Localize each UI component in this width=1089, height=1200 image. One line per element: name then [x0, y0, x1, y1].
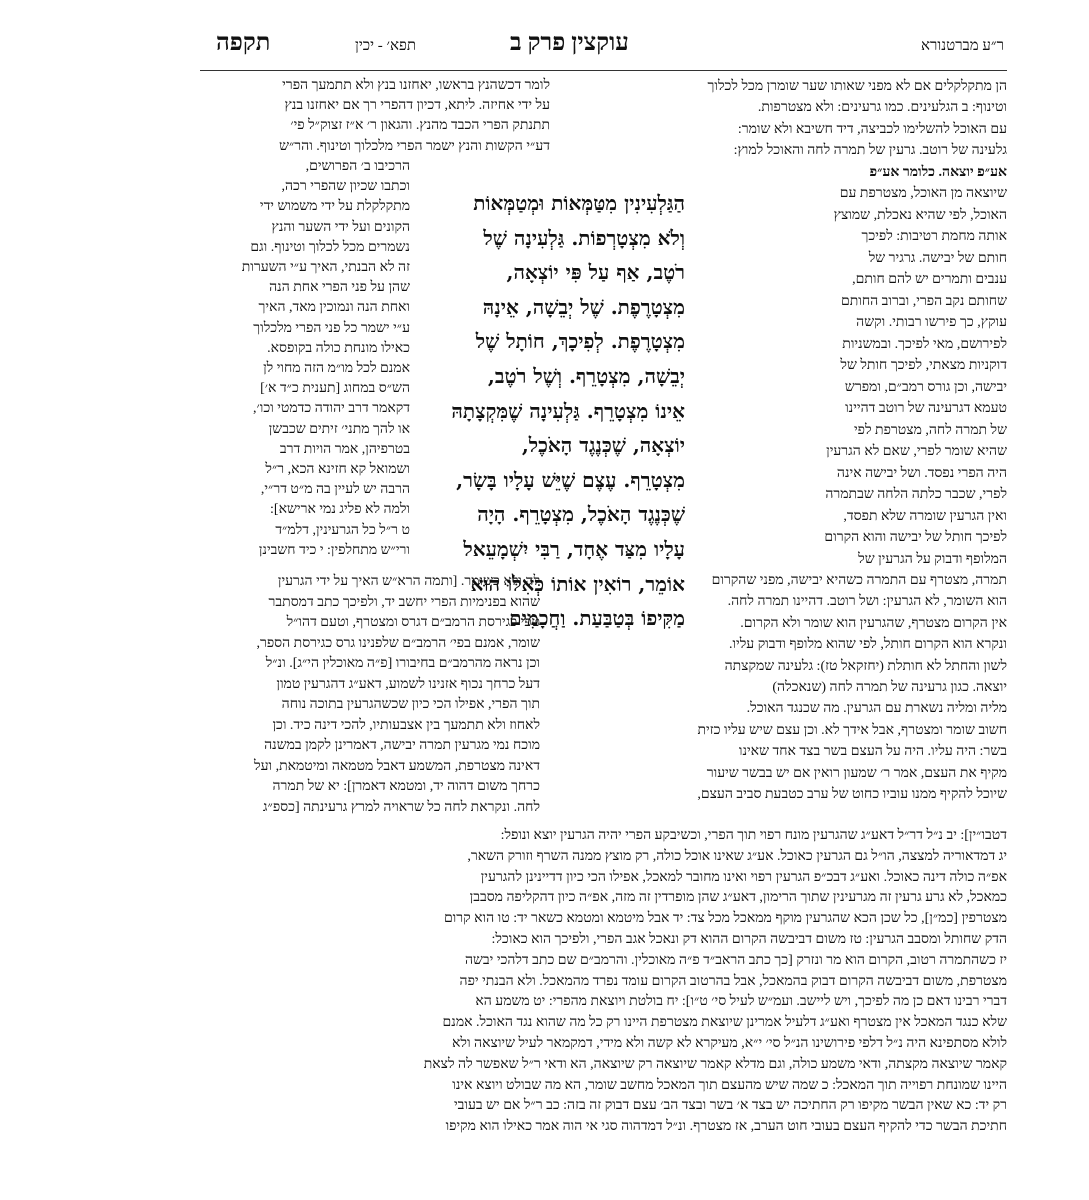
- mishna-line: אֵינוֹ מִצְטָרֵף. גַּלְעִינָה שֶׁמִּקְצָתָהּ: [451, 398, 685, 423]
- mishna-line: אוֹמֵר, רוֹאִין אוֹתוֹ כְּאִלּוּ הוּא: [470, 571, 685, 596]
- tiferet-side-line: וכתבו שכיון שהפרי רכה,: [281, 179, 410, 195]
- mishna-line: הַגַּלְעִינִין מִטַּמְּאוֹת וּמְטַמְּאוֹת: [473, 191, 685, 215]
- bartenura-side-line: ענבים ותמרים יש להם חותם,: [852, 272, 1007, 287]
- tiferet-lower-line: דאינה מצטרפת, המשמע דאבל מטמאה ומיטמאת, ועל: [254, 758, 540, 774]
- bartenura-side-line: חותם של יבישה. גרגיר של: [868, 250, 1007, 266]
- bartenura-lower-line: לשון והחתל לא חותלת (יחזקאל טז): גלעינה שמקצתה: [724, 658, 1007, 674]
- tiferet-side-line: ולמה לא פליג נמי ארישא]:: [270, 502, 410, 518]
- bartenura-side-line: עוקץ, כך פירשו רבותי. וקשה: [856, 315, 1007, 330]
- tiferet-top-line: דע״י הקשות והנץ ישמר הפרי מלכלוך וטינוף. והר״ש: [279, 138, 550, 154]
- tractate-title: עוקצין פרק ב: [510, 30, 629, 56]
- tiferet-side-line: הש״ס במחוג [תענית כ״ד א׳]: [260, 381, 410, 397]
- tiferet-lower-column: [205, 572, 540, 818]
- bartenura-side-line: שחותם נקב הפרי, וברוב החותם: [840, 293, 1007, 309]
- tiferet-side-line: שהן על פני הפרי אחת הנה: [269, 280, 410, 296]
- tiferet-side-line: אמנם לכל מו״מ הזה מחוי לן: [263, 361, 410, 377]
- tiferet-lower-line: מוכח נמי מגרעין תמרה יבישה, דאמרינן לקמן במשנה: [264, 738, 540, 753]
- tiferet-side-line: דקאמר דרב יהודה כדמטי וכו׳,: [253, 401, 410, 417]
- mishna-line: יְבֵשָׁה, מִצְטָרֵף. וְשֶׁל רֹטֶב,: [487, 363, 685, 388]
- tiferet-side-line: ואחת הנה ונמוכין מאד, האיך: [258, 300, 410, 316]
- bartenura-side-line: האוכל, לפי שהיא נאכלת, שמוצץ: [833, 207, 1007, 223]
- tiferet-side-line: בטרפיהן, אמר הויות דרב: [279, 441, 410, 457]
- bartenura-lower-line: שיוכל להקיף ממנו עוביו כחוט של ערב כטבעת סביב העצם,: [697, 787, 1007, 803]
- tiferet-side-line: הקונים ועל ידי השער והנץ: [271, 219, 410, 235]
- bartenura-top-line: וטינוף: ב הגלעינים. כמו גרעינים: ולא מצטרפות.: [757, 100, 1007, 116]
- bartenura-lower-line: בשר: היה עליו. היה על העצם בשר בצד אחד שאינו: [738, 744, 1007, 760]
- tiferet-lower-line: שומר, אמנם בפי׳ הרמב״ם שלפנינו גרס כגירסת הספר,: [256, 635, 540, 651]
- bottom-commentary: [200, 826, 1007, 1138]
- tiferet-lower-line: טפי כגירסת הרמב״ם דגרס ומצטרף, וטעם דהו״ל: [286, 615, 540, 630]
- tiferet-top-line: על ידי אחיזה. ליתא, דכיון דהפרי רך אם יאחזנו בנץ: [284, 98, 550, 114]
- mishna-text: [413, 186, 685, 636]
- tiferet-side-line: ט ר״ל כל הגרעינין, דלמ״ד: [275, 522, 410, 538]
- bartenura-side-line: היה הפרי נפסד. ושל יבישה אינה: [836, 465, 1007, 481]
- commentary-range: תפא׳ - יכין: [355, 38, 416, 54]
- tiferet-lower-line: לחה. ונקראת לחה כל שראויה למרץ גרעינתה [כספ״ג: [262, 799, 540, 815]
- mishna-line: מַקִּיפוֹ בְּטַבַּעַת. וַחֲכָמִים: [509, 606, 685, 631]
- bartenura-side-line: לפירושם, מאי לפיכך. ובמשניות: [842, 336, 1007, 352]
- bartenura-lower-line: חשוב שומר ומצטרף, אבל אידך לא. וכן עצם שיש עליו כזית: [697, 722, 1007, 738]
- page-number: תקפה: [216, 30, 271, 56]
- bartenura-lower-line: אין הקרום מצטרף, שהגרעין הוא שומר ולא הקרום.: [740, 615, 1007, 631]
- mishna-line: יוֹצְאָה, שֶׁכְּנֶגֶד הָאֹכֶל,: [521, 433, 685, 458]
- bartenura-side-line: ואין הגרעין שומרה שלא תפסד,: [843, 508, 1007, 524]
- tiferet-side-line: זה לא הבנתי, האיך ע״י השערות: [241, 260, 410, 276]
- bartenura-lower-line: מליה ומליה נשארת עם הגרעין. מה שכנגד האוכל.: [746, 701, 1007, 717]
- bartenura-top-line: עם האוכל להשלימו לכביצה, דיד חשיבא ולא שומר:: [737, 121, 1007, 137]
- bartenura-side-line: טעמא דגרעינה של רוטב דהיינו: [845, 401, 1007, 416]
- tiferet-lower-line: לה ולא כשומר. [ותמה הרא״ש האיך על ידי הגרעין: [277, 574, 540, 589]
- bottom-line: דטבו״ין]: יב נ״ל דר״ל דאע״ג שהגרעין מונח רפוי תוך הפרי, וכשיבקע הפרי יהיה הגרעין יוצא ונופל:: [500, 828, 1007, 843]
- bartenura-side-line: דוקניות מצאתי, לפיכך חותל של: [840, 358, 1007, 373]
- mishna-line: רֹטֶב, אַף עַל פִּי יוֹצְאָה,: [506, 260, 685, 285]
- bottom-line: מצטרפת, משום דביבשה הקרום דבוק בהמאכל, אבל בהרטוב הקרום עומד נפרד מהמאכל. ולא הבנתי יפה: [459, 973, 1007, 989]
- bartenura-side-line: שהיא שומר לפרי, שאם לא הגרעין: [826, 444, 1007, 459]
- bartenura-side-line: אותה מחמת רטיבות: לפיכך: [861, 229, 1007, 244]
- tiferet-lower-line: תוך הפרי, אפילו הכי כיון שכשהגרעין בתוכה נוחה: [281, 697, 540, 712]
- bartenura-column: [547, 76, 1007, 183]
- tiferet-lower-line: כרחך משום דהוה יד, ומטמא דאמרן]: יא של תמרה: [272, 779, 540, 794]
- tiferet-top-column: [220, 76, 550, 157]
- tiferet-side-line: כאילו מונחת כולה בקופסא.: [267, 340, 410, 356]
- bottom-line: קאמר שיוצאה מקצתה, ודאי משמע כולה, וגם מדלא קאמר שיוצאה רק שיוצאה, הא ודאי ר״ל שאפשר לה לצאת: [423, 1056, 1007, 1072]
- bottom-line: מצטרפין [כמ״ן], כל שכן הכא שהגרעין מוקף ממאכל מכל צד: יד אבל מיטמא ומטמא כשאר יד: טו הוא קרום: [443, 911, 1007, 927]
- bottom-line: היינו שמונחת רפוייה תוך המאכל: כ שמה שיש מהעצם תוך המאכל מחשב שומר, הא מה שבולט ויוצא אינו: [452, 1077, 1007, 1093]
- bartenura-lower-line: יוצאה. כגון גרעינה של תמרה לחה (שנאכלה): [772, 680, 1007, 696]
- mishna-line: מִצְטָרֶפֶת. שֶׁל יְבֵשָׁה, אֵינָהּ: [482, 294, 685, 319]
- bottom-line: אפ״ה כולה דינה כאוכל. ואע״ג דבכ״פ הגרעין רפוי ואינו מחובר למאכל, אפילו הכי כיון דדיינינן להגרעין: [480, 869, 1007, 885]
- bartenura-side-line: של תמרה לחה, מצטרפת לפי: [853, 422, 1007, 438]
- tiferet-side-line: מתקלקלת על ידי משמוש ידי: [259, 199, 410, 215]
- bartenura-side-line: המלופף ודבוק על הגרעין של: [858, 551, 1007, 567]
- bartenura-lower-line: ונקרא הוא הקרום חותל, לפי שהוא מלופף ודבוק עליו.: [728, 637, 1007, 653]
- bartenura-side-column: [812, 183, 1007, 570]
- tiferet-side-column: [205, 157, 410, 561]
- bartenura-side-line: לפיכך חותל של יבישה והוא הקרום: [824, 530, 1007, 545]
- tiferet-top-line: תתנתק הפרי הכבד מהנץ. והגאון ר׳ א״ז זצוק״ל פי׳: [290, 118, 550, 134]
- bartenura-side-line: שיוצאה מן האוכל, מצטרפת עם: [839, 186, 1007, 201]
- tiferet-side-line: ושמואל קא חזינא הכא, ר״ל: [265, 462, 410, 478]
- tiferet-side-line: הרבה יש לעיין בה מ״ט דר״י,: [260, 482, 410, 498]
- bottom-line: שלא כנגד המאכל אין מצטרף ואע״ג דלעיל אמרינן שיוצאת מצטרפת היינו רק כל מה שהוא נגד האוכל. אמנם: [442, 1015, 1007, 1031]
- tiferet-side-line: ורי״ש מתחלפין: י כיד חשבינן: [258, 542, 410, 558]
- bartenura-lower-line: תמרה, מצטרף עם התמרה כשהיא יבישה, מפני שהקרום: [711, 573, 1007, 588]
- bottom-line: כמאכל, לא גרע גרעין זה מגרעינין שתוך הרימון, דאע״ג שהן מופרדין זה מזה, אפ״ה כיון דהקליפה מסבבן: [469, 890, 1007, 906]
- bottom-line: דברי רבינו דאם כן מה לפיכך, ויש ליישב. ועמ״ש לעיל סי׳ ט״ו]: יח בולטת ויוצאת מהפרי: יט משמע הא: [475, 994, 1007, 1010]
- header-rule: [200, 70, 1007, 71]
- tiferet-lower-line: לאחוז ולא תתמעך בין אצבעותיו, להכי דינה כיד. וכן: [272, 717, 540, 733]
- bartenura-lower-line: הוא השומר, לא הגרעין: ושל רוטב. דהיינו תמרה לחה.: [727, 594, 1007, 610]
- bartenura-top-line: גלעינה של רוטב. גרעין של תמרה לחה והאוכל למוץ:: [733, 143, 1007, 159]
- tiferet-side-line: הרכיבו ב׳ הפרושים,: [305, 159, 410, 174]
- bartenura-top-line: אע״פ יוצאה. כלומר אע״פ: [869, 164, 1007, 180]
- bartenura-side-line: יבישה, וכן גורס רמב״ם, ומפרש: [844, 379, 1007, 395]
- mishna-line: שֶׁכְּנֶגֶד הָאֹכֶל, מִצְטָרֵף. הָיָה: [477, 502, 685, 527]
- commentary-label: ר״ע מברטנורא: [921, 38, 1004, 54]
- mishna-line: וְלֹא מִצְטָרְפוֹת. גַּלְעִינָה שֶׁל: [483, 225, 685, 250]
- tiferet-lower-line: דעל כרחך נכוף אזנינו לשמוע, דאע״ג דהגרעין טמון: [276, 676, 540, 692]
- bottom-line: יג דמדאוריה למצצה, הו״ל גם הגרעין כאוכל. אע״ג שאינו אוכל כולה, רק מוצץ ממנה השרף וזורק השאר,: [467, 848, 1007, 864]
- bottom-line: לולא מסתפינא היה נ״ל דלפי פירושינו הנ״ל סי׳ י״א, מעיקרא לא קשה ולא מידי, דמקמאר לעיל שיוצאה ולא: [452, 1035, 1007, 1051]
- tiferet-side-line: נשמרים מכל לכלוך וטינוף. וגם: [250, 239, 410, 255]
- bartenura-lower-line: מקיף את העצם, אמר ר׳ שמעון רואין אם יש בבשר שיעור: [706, 765, 1007, 781]
- mishna-line: עָלָיו מִצַּד אֶחָד, רַבִּי יִשְׁמָעֵאל: [463, 536, 685, 561]
- bartenura-side-line: לפרי, שכבר כלתה הלחה שבתמרה: [825, 487, 1007, 502]
- tiferet-top-line: לומר דכשהנץ בראשו, יאחזנו בנץ ולא תתמעך הפרי: [282, 78, 550, 93]
- tiferet-lower-line: וכן נראה מהרמב״ם בחיבורו [פ״ה מאוכלין הי״ג]. ונ״ל: [265, 656, 540, 671]
- mishna-line: מִצְטָרֶפֶת. לְפִיכָךְ, חוֹתָל שֶׁל: [475, 329, 685, 354]
- bartenura-top-line: הן מתקלקלים אם לא מפני שאותו שער שומרן מכל לכלוך: [707, 79, 1007, 94]
- bottom-line: רק יד: כא שאין הבשר מקיפו רק החתיכה יש בצד א׳ בשר ובצד הב׳ עצם דבוק זה בזה: כב ר״ל אם יש בעובי: [453, 1098, 1007, 1114]
- tiferet-lower-line: שהוא בפנימיות הפרי יחשב יד, ולפיכך כתב דמסתבר: [268, 594, 540, 610]
- tiferet-side-line: ע״י ישמר כל פני הפרי מלכלוך: [253, 320, 410, 336]
- bottom-line: הדק שחותל ומסבב הגרעין: טז משום דביבשה הקרום ההוא דק ונאכל אגב הפרי, ולפיכך הוא כאוכל:: [491, 931, 1007, 947]
- bottom-line: חתיכת הבשר כדי להקיף העצם בעובי חוט הערב, אז מצטרף. ונ״ל דמדהוה סגי אי הוה אמר כאילו הוא מקיפו: [445, 1119, 1007, 1135]
- mishna-line: מִצְטָרֵף. עֶצֶם שֶׁיֵּשׁ עָלָיו בָּשָׂר,: [456, 467, 685, 492]
- tiferet-side-line: או להך מתני׳ זיתים שכבשן: [268, 421, 410, 437]
- bottom-line: יז כשהתמרה רטוב, הקרום הוא מר ונזרק [כך כתב הראב״ד פ״ה מאוכלין. והרמב״ם שם כתב דלהכי יבשה: [464, 952, 1007, 968]
